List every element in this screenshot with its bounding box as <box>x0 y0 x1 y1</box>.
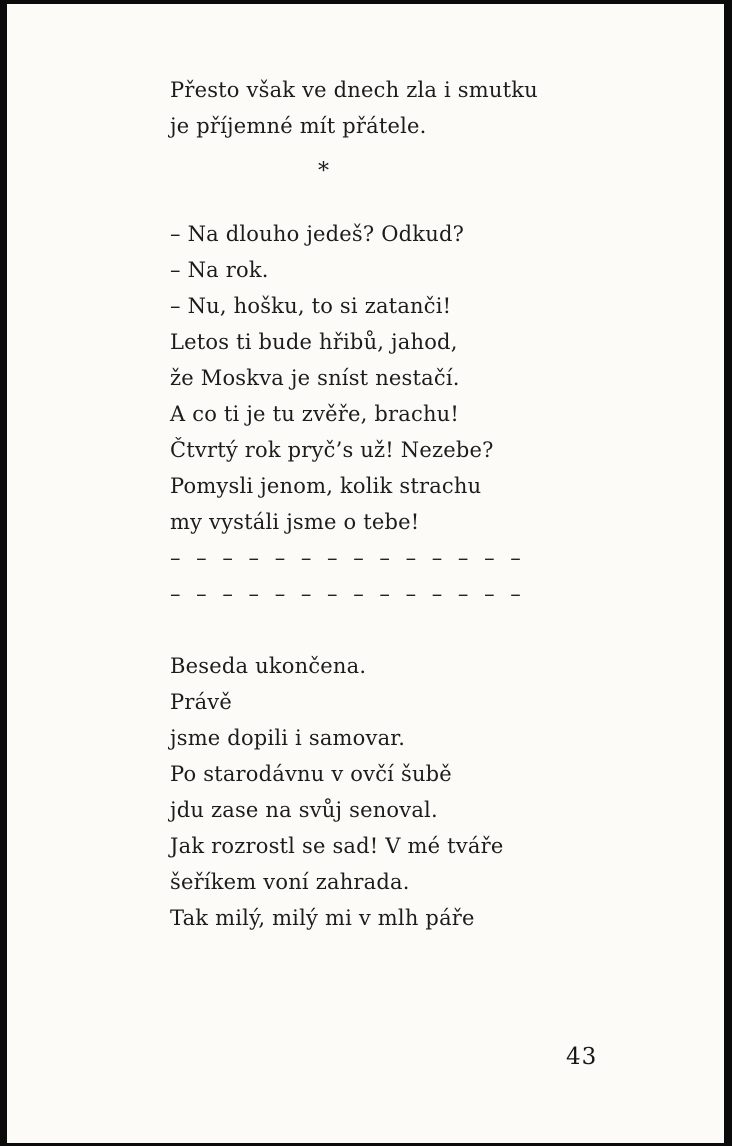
poem-line: my vystáli jsme o tebe! <box>170 510 420 534</box>
poem-line: – Na rok. <box>170 258 269 282</box>
poem-line: Beseda ukončena. <box>170 654 367 678</box>
poem-line: Přesto však ve dnech zla i smutku <box>170 78 538 102</box>
poem-text-block <box>170 72 590 936</box>
poem-line: šeříkem voní zahrada. <box>170 870 410 894</box>
poem-line: Tak milý, milý mi v mlh páře <box>170 906 475 930</box>
poem-line: Letos ti bude hřibů, jahod, <box>170 330 458 354</box>
poem-line: že Moskva je sníst nestačí. <box>170 366 460 390</box>
poem-line: – Nu, hošku, to si zatanči! <box>170 294 452 318</box>
scan-edge-top <box>0 0 732 4</box>
star-separator: * <box>318 159 330 184</box>
scan-edge-left <box>0 0 7 1146</box>
dash-line: – – – – – – – – – – – – – – <box>170 546 522 570</box>
dash-line: – – – – – – – – – – – – – – <box>170 582 522 606</box>
poem-line: – Na dlouho jedeš? Odkud? <box>170 222 465 246</box>
page-number: 43 <box>566 1044 598 1070</box>
poem-line: Po starodávnu v ovčí šubě <box>170 762 452 786</box>
poem-line: Pomysli jenom, kolik strachu <box>170 474 482 498</box>
poem-line: A co ti je tu zvěře, brachu! <box>170 402 460 426</box>
poem-line: Čtvrtý rok pryč’s už! Nezebe? <box>170 438 494 462</box>
poem-line: Jak rozrostl se sad! V mé tváře <box>170 834 504 858</box>
poem-line: jsme dopili i samovar. <box>170 726 406 750</box>
poem-line: Právě <box>170 690 232 714</box>
poem-line: jdu zase na svůj senoval. <box>170 798 438 822</box>
scan-edge-right <box>724 0 732 1146</box>
poem-line: je příjemné mít přátele. <box>170 114 427 138</box>
